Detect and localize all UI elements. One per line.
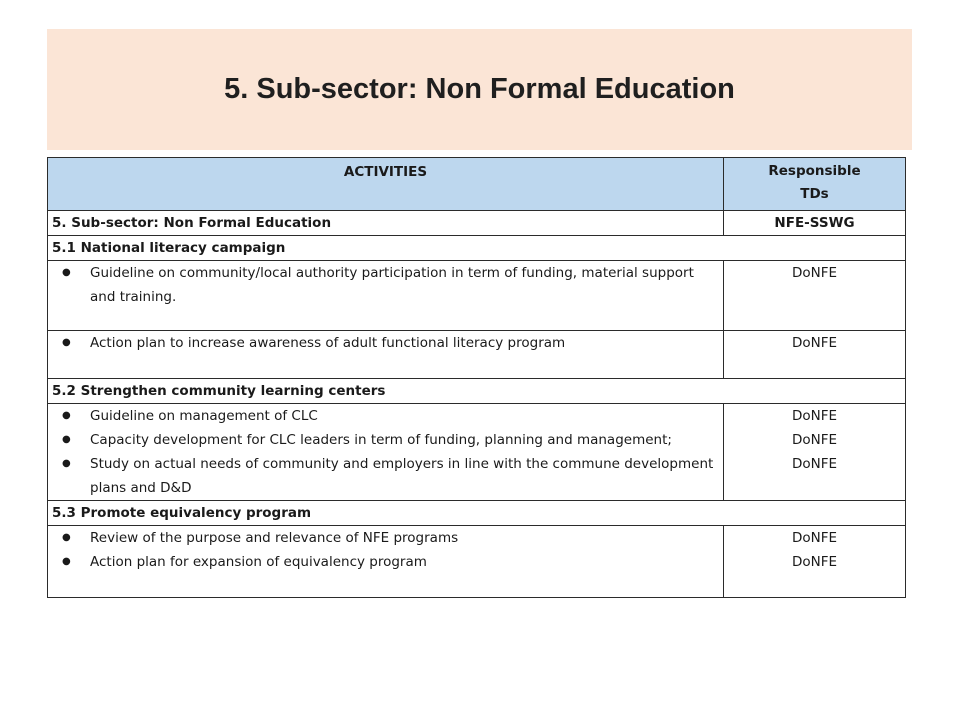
section-heading: 5.2 Strengthen community learning centers (48, 379, 906, 404)
column-header-responsible (724, 158, 906, 211)
activity-cell (48, 261, 724, 331)
activity-item: ● Action plan to increase awareness of adult functional literacy program (52, 331, 719, 355)
section-heading: 5.1 National literacy campaign (48, 236, 906, 261)
activity-cell (48, 404, 724, 501)
section-heading-row (48, 379, 906, 404)
responsible-cell (724, 331, 906, 379)
subsector-label: 5. Sub-sector: Non Formal Education (48, 211, 724, 236)
table-row (48, 526, 906, 598)
subsector-row (48, 211, 906, 236)
subsector-responsible: NFE-SSWG (724, 211, 906, 236)
table-row (48, 404, 906, 501)
bullet-icon: ● (62, 267, 71, 278)
activity-item: ● Guideline on management of CLC (52, 404, 719, 428)
bullet-icon: ● (62, 337, 71, 348)
bullet-icon: ● (62, 434, 71, 445)
responsible-cell (724, 261, 906, 331)
bullet-icon: ● (62, 410, 71, 421)
page-title: 5. Sub-sector: Non Formal Education (224, 73, 735, 105)
table-row (48, 331, 906, 379)
responsible-header-line1: Responsible (768, 163, 861, 179)
section-heading-row (48, 236, 906, 261)
section-heading: 5.3 Promote equivalency program (48, 501, 906, 526)
activity-cell (48, 331, 724, 379)
column-header-activities: ACTIVITIES (48, 158, 724, 211)
title-banner (47, 29, 912, 150)
activities-table (47, 157, 906, 598)
responsible-value: DoNFE (791, 335, 838, 351)
bullet-icon: ● (62, 532, 71, 543)
responsible-value: DoNFE (791, 554, 838, 570)
responsible-cell (724, 404, 906, 501)
responsible-value: DoNFE (791, 408, 838, 424)
bullet-icon: ● (62, 556, 71, 567)
table-header-row (48, 158, 906, 211)
table-row (48, 261, 906, 331)
activity-cell (48, 526, 724, 598)
section-heading-row (48, 501, 906, 526)
bullet-icon: ● (62, 458, 71, 469)
responsible-value: DoNFE (791, 530, 838, 546)
activity-item: ● Review of the purpose and relevance of NFE programs (52, 526, 719, 550)
activity-item: ● Action plan for expansion of equivalency program (52, 550, 719, 574)
activity-item: ● Guideline on community/local authority participation in term of funding, material support and training. (52, 261, 719, 309)
responsible-header-line2: TDs (800, 186, 829, 202)
responsible-cell (724, 526, 906, 598)
activity-item: ● Study on actual needs of community and employers in line with the commune development plans and D&D (52, 452, 719, 500)
responsible-value: DoNFE (791, 432, 838, 448)
responsible-value: DoNFE (791, 265, 838, 281)
responsible-value: DoNFE (791, 456, 838, 472)
activity-item: ● Capacity development for CLC leaders in term of funding, planning and management; (52, 428, 719, 452)
